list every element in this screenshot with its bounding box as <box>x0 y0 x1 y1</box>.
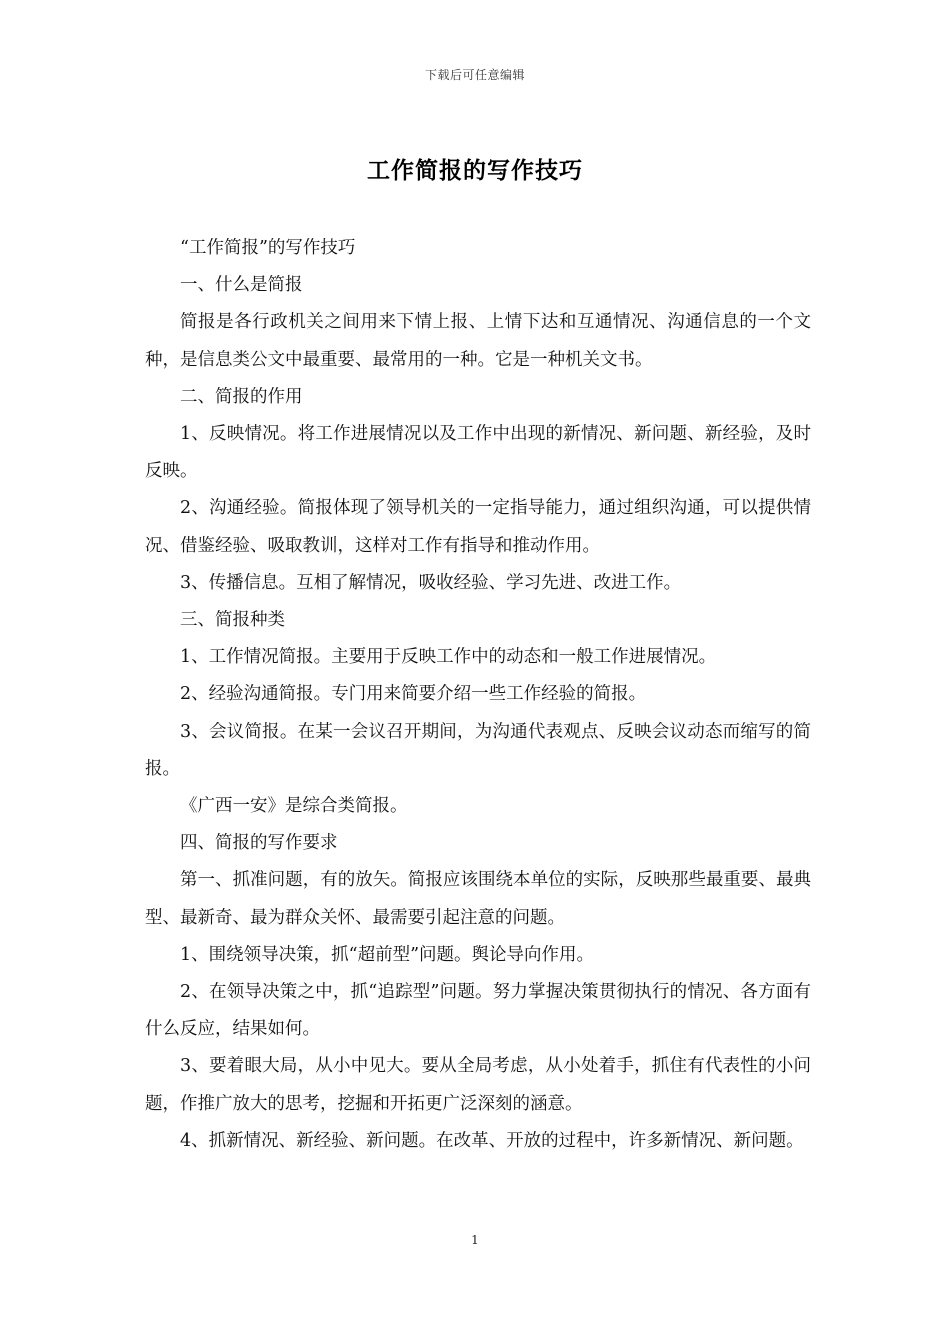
section-heading-4: 四、简报的写作要求 <box>180 833 338 854</box>
paragraph: 3、传播信息。互相了解情况，吸收经验、学习先进、改进工作。 <box>180 572 682 593</box>
document-title: 工作简报的写作技巧 <box>367 157 583 184</box>
paragraph: 1、工作情况简报。主要用于反映工作中的动态和一般工作进展情况。 <box>180 647 717 668</box>
paragraph: 第一、抓准问题，有的放矢。简报应该围绕本单位的实际，反映那些最重要、最典型、最新奇、最为群众关怀、最需要引起注意的问题。 <box>145 870 811 928</box>
paragraph: 1、反映情况。将工作进展情况以及工作中出现的新情况、新问题、新经验，及时反映。 <box>145 424 811 482</box>
section-heading-3: 三、简报种类 <box>180 610 285 631</box>
paragraph: 1、围绕领导决策，抓“超前型”问题。舆论导向作用。 <box>180 944 595 965</box>
paragraph: 简报是各行政机关之间用来下情上报、上情下达和互通情况、沟通信息的一个文种，是信息类公文中最重要、最常用的一种。它是一种机关文书。 <box>145 312 811 370</box>
paragraph-subtitle: “工作简报”的写作技巧 <box>180 238 356 258</box>
header-note: 下载后可任意编辑 <box>424 68 525 82</box>
paragraph: 2、经验沟通简报。专门用来简要介绍一些工作经验的简报。 <box>180 684 647 705</box>
paragraph: 2、在领导决策之中，抓“追踪型”问题。努力掌握决策贯彻执行的情况、各方面有什么反应，结果如何。 <box>145 982 811 1040</box>
document-body <box>145 230 811 1160</box>
paragraph: 《广西一安》是综合类简报。 <box>180 796 408 817</box>
page-number: 1 <box>471 1233 479 1247</box>
paragraph: 4、抓新情况、新经验、新问题。在改革、开放的过程中，许多新情况、新问题。 <box>180 1130 804 1151</box>
paragraph: 3、会议简报。在某一会议召开期间，为沟通代表观点、反映会议动态而缩写的简报。 <box>145 721 811 779</box>
section-heading-2: 二、简报的作用 <box>180 386 303 407</box>
section-heading-1: 一、什么是简报 <box>180 275 303 296</box>
paragraph: 2、沟通经验。简报体现了领导机关的一定指导能力，通过组织沟通，可以提供情况、借鉴经验、吸取教训，这样对工作有指导和推动作用。 <box>145 498 811 556</box>
paragraph: 3、要着眼大局，从小中见大。要从全局考虑，从小处着手，抓住有代表性的小问题，作推广放大的思考，挖掘和开拓更广泛深刻的涵意。 <box>145 1056 811 1114</box>
